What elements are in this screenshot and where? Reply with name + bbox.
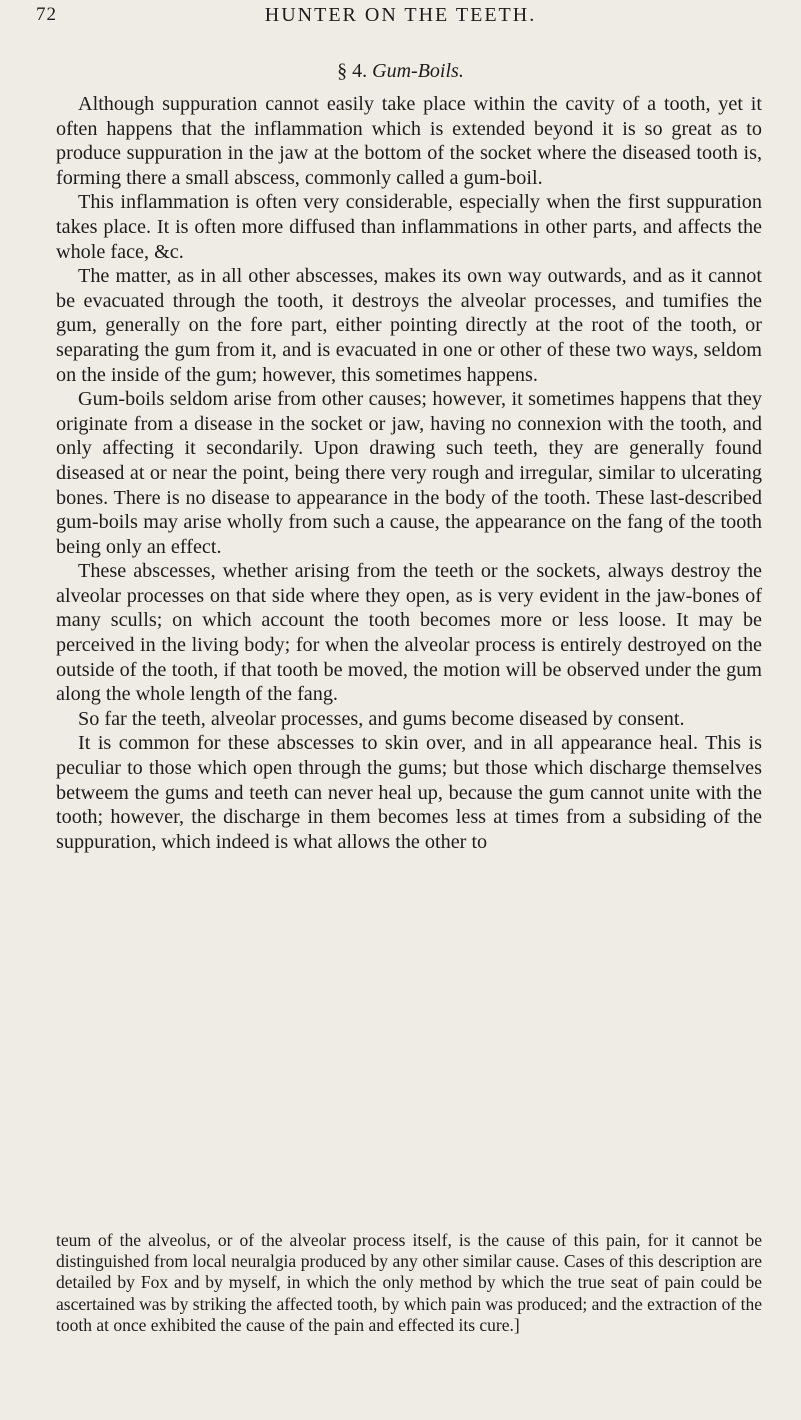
section-title: Gum-Boils.	[372, 60, 464, 82]
paragraph: Although suppuration cannot easily take place within the cavity of a tooth, yet it often happens that the inflammation which is extended beyond it is so great as to produce suppuration in the jaw at the bottom of the socket where the diseased tooth is, forming there a small abscess, commonly called a gum-boil.	[56, 93, 762, 189]
paragraph: So far the teeth, alveolar processes, and gums become diseased by consent.	[78, 707, 685, 730]
body-text	[56, 92, 762, 854]
paragraph: These abscesses, whether arising from the teeth or the sockets, always destroy the alveolar processes on that side where they open, as is very evident in the jaw-bones of many sculls; on which account the tooth becomes more or less loose. It may be perceived in the living body; for when the alveolar process is entirely destroyed on the outside of the tooth, if that tooth be moved, the motion will be observed under the gum along the whole length of the fang.	[56, 560, 762, 706]
page-number: 72	[36, 4, 57, 25]
running-title: HUNTER ON THE TEETH.	[264, 4, 537, 26]
section-number: § 4.	[337, 60, 368, 82]
paragraph: This inflammation is often very considerable, especially when the first suppuration takes place. It is often more diffused than inflammations in other parts, and affects the whole face, &c.	[56, 191, 762, 263]
section-heading	[0, 60, 801, 83]
paragraph: The matter, as in all other abscesses, makes its own way outwards, and as it cannot be evacuated through the tooth, it destroys the alveolar processes, and tumifies the gum, generally on the fore part, either pointing directly at the root of the tooth, or separating the gum from it, and is evacuated in one or other of these two ways, seldom on the inside of the gum; however, this sometimes happens.	[56, 265, 762, 386]
paragraph: It is common for these abscesses to skin over, and in all appearance heal. This is peculiar to those which open through the gums; but those which discharge themselves betweem the gums and teeth can never heal up, because the gum cannot unite with the tooth; however, the discharge in them becomes less at times from a subsiding of the suppuration, which indeed is what allows the other to	[56, 732, 762, 853]
footnote	[56, 1230, 762, 1336]
paragraph: Gum-boils seldom arise from other causes; however, it sometimes happens that they originate from a disease in the socket or jaw, having no connexion with the tooth, and only affecting it secondarily. Upon drawing such teeth, they are generally found diseased at or near the point, being there very rough and irregular, similar to ulcerating bones. There is no disease to appearance in the body of the tooth. These last-described gum-boils may arise wholly from such a cause, the appearance on the fang of the tooth being only an effect.	[56, 388, 762, 558]
footnote-text: teum of the alveolus, or of the alveolar process itself, is the cause of this pain, for it cannot be distinguished from local neuralgia produced by any other similar cause. Cases of this description are detailed by Fox and by myself, in which the only method by which the true seat of pain could be ascertained was by striking the affected tooth, by which pain was produced; and the extraction of the tooth at once exhibited the cause of the pain and effected its cure.]	[56, 1230, 762, 1335]
